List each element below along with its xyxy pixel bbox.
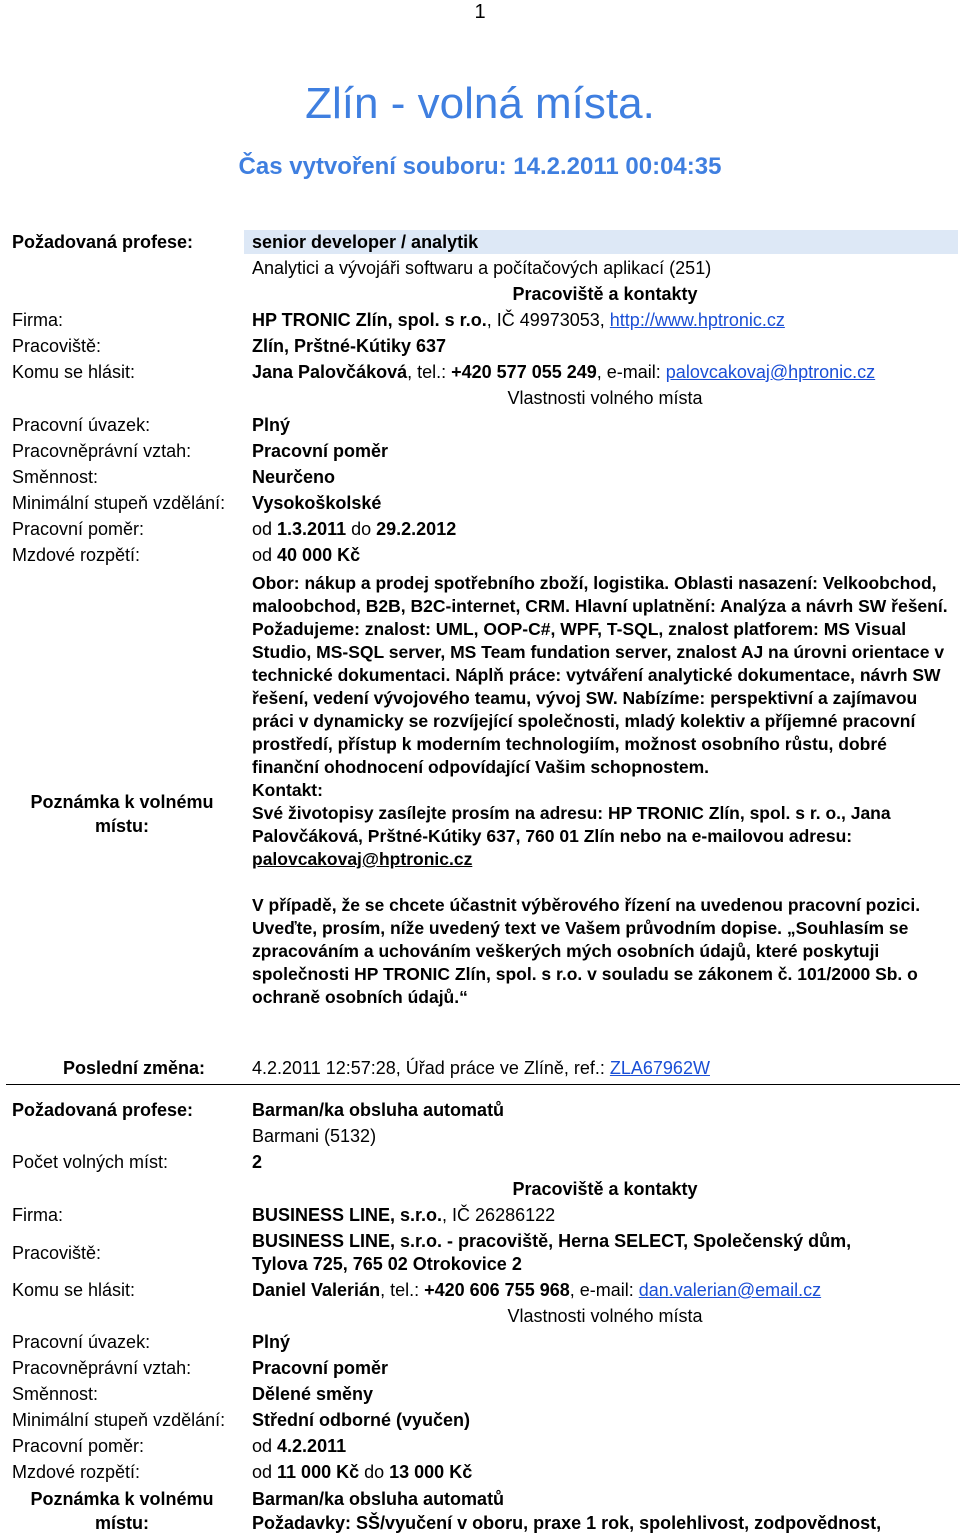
section-heading: Pracoviště a kontakty	[512, 284, 698, 304]
workload-label: Pracovní úvazek:	[12, 1332, 151, 1352]
last-change-label: Poslední změna:	[62, 1058, 205, 1078]
job2-firm-row	[0, 1203, 960, 1229]
note-paragraph: Požadujeme: znalost: UML, OOP-C#, WPF, T-SQL, znalost platforem: MS Visual Studio, MS-SQL server, MS Team fundation server, znalost AJ na úrovni orientace v technické dokumentaci. Náplň práce: vytváření analytické dokumentace, návrh SW řešení, vedení vývojového teamu, vývoj SW. Nabízíme: perspektivní a zajímavou práci v dynamicky se rozvíjející společnosti, mladý kolektiv a příjemné pracovní prostředí, přístup k moderním technologiím, možnost osobního růstu, dobré finanční ohodnocení odpovídající Vašim schopnostem.	[252, 619, 945, 777]
note-label-line-1: Poznámka k volnému	[30, 792, 214, 812]
firm-ic: , IČ 26286122	[442, 1205, 556, 1225]
profession-value: senior developer / analytik	[252, 232, 479, 252]
to-word: do	[346, 519, 377, 539]
salary-value	[252, 543, 360, 567]
employment-value	[252, 517, 456, 541]
employment-to-date: 29.2.2012	[376, 519, 457, 539]
job1-note	[252, 572, 952, 1009]
category-value: Barmani (5132)	[252, 1126, 377, 1146]
workplace-line-1: BUSINESS LINE, s.r.o. - pracoviště, Herna SELECT, Společenský dům,	[252, 1231, 852, 1251]
workload-value: Plný	[252, 415, 291, 435]
file-created-subtitle: Čas vytvoření souboru: 14.2.2011 00:04:35	[238, 153, 722, 180]
vacancies-label: Počet volných míst:	[12, 1152, 169, 1172]
note-label-line-2: místu:	[95, 1513, 149, 1533]
workplace-value: Zlín, Prštné-Kútiky 637	[252, 336, 447, 356]
section-divider	[6, 1084, 960, 1085]
relation-value: Pracovní poměr	[252, 1358, 389, 1378]
profession-value: Barman/ka obsluha automatů	[252, 1100, 505, 1120]
contact-phone: +420 577 055 249	[451, 362, 597, 382]
note-address-text: Své životopisy zasílejte prosím na adresu: HP TRONIC Zlín, spol. s r. o., Jana Palovčáková, Prštné-Kútiky 637, 760 01 Zlín nebo na e-mailovou adresu:	[252, 803, 891, 846]
note-line-2: Požadavky: SŠ/vyučení v oboru, praxe 1 rok, spolehlivost, zodpovědnost,	[252, 1513, 882, 1533]
shift-label: Směnnost:	[12, 467, 99, 487]
from-word: od	[252, 545, 278, 565]
job1-workplace-row	[0, 334, 960, 360]
from-word: od	[252, 519, 278, 539]
employment-value	[252, 1434, 346, 1458]
firm-label: Firma:	[12, 1205, 63, 1225]
last-change-value	[252, 1056, 710, 1080]
job1-last-change-row	[0, 1056, 960, 1082]
note-label	[0, 790, 244, 838]
contact-phone: +420 606 755 968	[424, 1280, 570, 1300]
workplace-line-2: Tylova 725, 765 02 Otrokovice 2	[252, 1254, 522, 1274]
education-value: Střední odborné (vyučen)	[252, 1410, 471, 1430]
job2-education-row	[0, 1408, 960, 1434]
contact-value	[252, 1278, 821, 1302]
page-number: 1	[474, 1, 486, 23]
from-word: od	[252, 1436, 278, 1456]
job2-profession-row	[0, 1098, 960, 1124]
firm-name: BUSINESS LINE, s.r.o.	[252, 1205, 443, 1225]
tel-label: , tel.:	[407, 362, 452, 382]
firm-ic: , IČ 49973053,	[486, 310, 610, 330]
salary-label: Mzdové rozpětí:	[12, 1462, 141, 1482]
shift-value: Neurčeno	[252, 467, 336, 487]
contact-name: Daniel Valerián	[252, 1280, 381, 1300]
salary-value	[252, 1460, 472, 1484]
job1-employment-row	[0, 517, 960, 543]
education-label: Minimální stupeň vzdělání:	[12, 1410, 226, 1430]
relation-value: Pracovní poměr	[252, 441, 389, 461]
note-paragraph: V případě, že se chcete účastnit výběrového řízení na uvedenou pracovní pozici. Uveďte, prosím, níže uvedený text ve Vašem průvodním dopise. „Souhlasím se zpracováním a uchováním veškerých mých osobních údajů, které poskytuji společnosti HP TRONIC Zlín, spol. s r.o. v souladu se zákonem č. 101/2000 Sb. o ochraně osobních údajů.“	[252, 895, 921, 1007]
section-heading: Vlastnosti volného místa	[507, 1306, 703, 1326]
salary-amount: 40 000 Kč	[277, 545, 361, 565]
profession-label: Požadovaná profese:	[12, 232, 194, 252]
note-paragraph	[252, 802, 952, 871]
workload-label: Pracovní úvazek:	[12, 415, 151, 435]
education-label: Minimální stupeň vzdělání:	[12, 493, 226, 513]
job1-shift-row	[0, 465, 960, 491]
contact-name: Jana Palovčáková	[252, 362, 408, 382]
job1-relation-row	[0, 439, 960, 465]
job1-firm-row	[0, 308, 960, 334]
last-change-text: 4.2.2011 12:57:28, Úřad práce ve Zlíně, ref.:	[252, 1058, 610, 1078]
contact-email-link[interactable]: dan.valerian@email.cz	[638, 1280, 822, 1300]
note-paragraph: Obor: nákup a prodej spotřebního zboží, logistika. Oblasti nasazení: Velkoobchod, maloobchod, B2B, B2C-internet, CRM. Hlavní uplatnění: Analýza a návrh SW řešení.	[252, 573, 948, 616]
note-email: palovcakovaj@hptronic.cz	[252, 849, 473, 869]
job1-education-row	[0, 491, 960, 517]
employment-from-date: 4.2.2011	[277, 1436, 347, 1456]
employment-label: Pracovní poměr:	[12, 519, 145, 539]
firm-label: Firma:	[12, 310, 63, 330]
mail-label: , e-mail:	[596, 362, 666, 382]
job2-relation-row	[0, 1356, 960, 1382]
contact-label: Komu se hlásit:	[12, 362, 136, 382]
relation-label: Pracovněprávní vztah:	[12, 1358, 192, 1378]
to-word: do	[359, 1462, 390, 1482]
profession-label: Požadovaná profese:	[12, 1100, 194, 1120]
contact-value	[252, 360, 875, 384]
job1-section-props	[0, 386, 960, 412]
shift-value: Dělené směny	[252, 1384, 374, 1404]
job1-contact-row	[0, 360, 960, 386]
tel-label: , tel.:	[380, 1280, 425, 1300]
contact-label: Komu se hlásit:	[12, 1280, 136, 1300]
note-label-line-2: místu:	[95, 816, 149, 836]
job2-vacancies-row	[0, 1150, 960, 1176]
salary-from-amount: 11 000 Kč	[277, 1462, 360, 1482]
section-heading: Pracoviště a kontakty	[512, 1179, 698, 1199]
employment-from-date: 1.3.2011	[277, 519, 347, 539]
from-word: od	[252, 1462, 278, 1482]
job2-workplace-row	[0, 1229, 960, 1281]
firm-value	[252, 308, 785, 332]
job2-shift-row	[0, 1382, 960, 1408]
note-line-1: Barman/ka obsluha automatů	[252, 1489, 505, 1509]
reference-link[interactable]: ZLA67962W	[609, 1058, 710, 1078]
mail-label: , e-mail:	[569, 1280, 639, 1300]
page-title: Zlín - volná místa.	[305, 79, 655, 128]
job2-category-row	[0, 1124, 960, 1150]
salary-label: Mzdové rozpětí:	[12, 545, 141, 565]
job2-salary-row	[0, 1460, 960, 1486]
workload-value: Plný	[252, 1332, 291, 1352]
job1-workload-row	[0, 413, 960, 439]
job2-workload-row	[0, 1330, 960, 1356]
firm-name: HP TRONIC Zlín, spol. s r.o.	[252, 310, 487, 330]
job1-category-row	[0, 256, 960, 282]
workplace-label: Pracoviště:	[12, 1243, 102, 1263]
job2-note	[0, 1487, 960, 1536]
workplace-label: Pracoviště:	[12, 336, 102, 356]
shift-label: Směnnost:	[12, 1384, 99, 1404]
note-label-line-1: Poznámka k volnému	[30, 1489, 214, 1509]
relation-label: Pracovněprávní vztah:	[12, 441, 192, 461]
job1-section-contacts	[0, 282, 960, 308]
job2-employment-row	[0, 1434, 960, 1460]
vacancies-value: 2	[252, 1152, 263, 1172]
salary-to-amount: 13 000 Kč	[389, 1462, 473, 1482]
firm-website-link[interactable]: http://www.hptronic.cz	[609, 310, 785, 330]
job1-profession-row	[0, 230, 960, 256]
employment-label: Pracovní poměr:	[12, 1436, 145, 1456]
job1-salary-row	[0, 543, 960, 569]
education-value: Vysokoškolské	[252, 493, 382, 513]
job2-section-contacts	[0, 1177, 960, 1203]
job2-contact-row	[0, 1278, 960, 1304]
firm-value	[252, 1203, 555, 1227]
contact-email-link[interactable]: palovcakovaj@hptronic.cz	[665, 362, 876, 382]
job2-section-props	[0, 1304, 960, 1330]
section-heading: Vlastnosti volného místa	[507, 388, 703, 408]
note-paragraph: Kontakt:	[252, 780, 323, 800]
category-value: Analytici a vývojáři softwaru a počítačových aplikací (251)	[252, 258, 712, 278]
